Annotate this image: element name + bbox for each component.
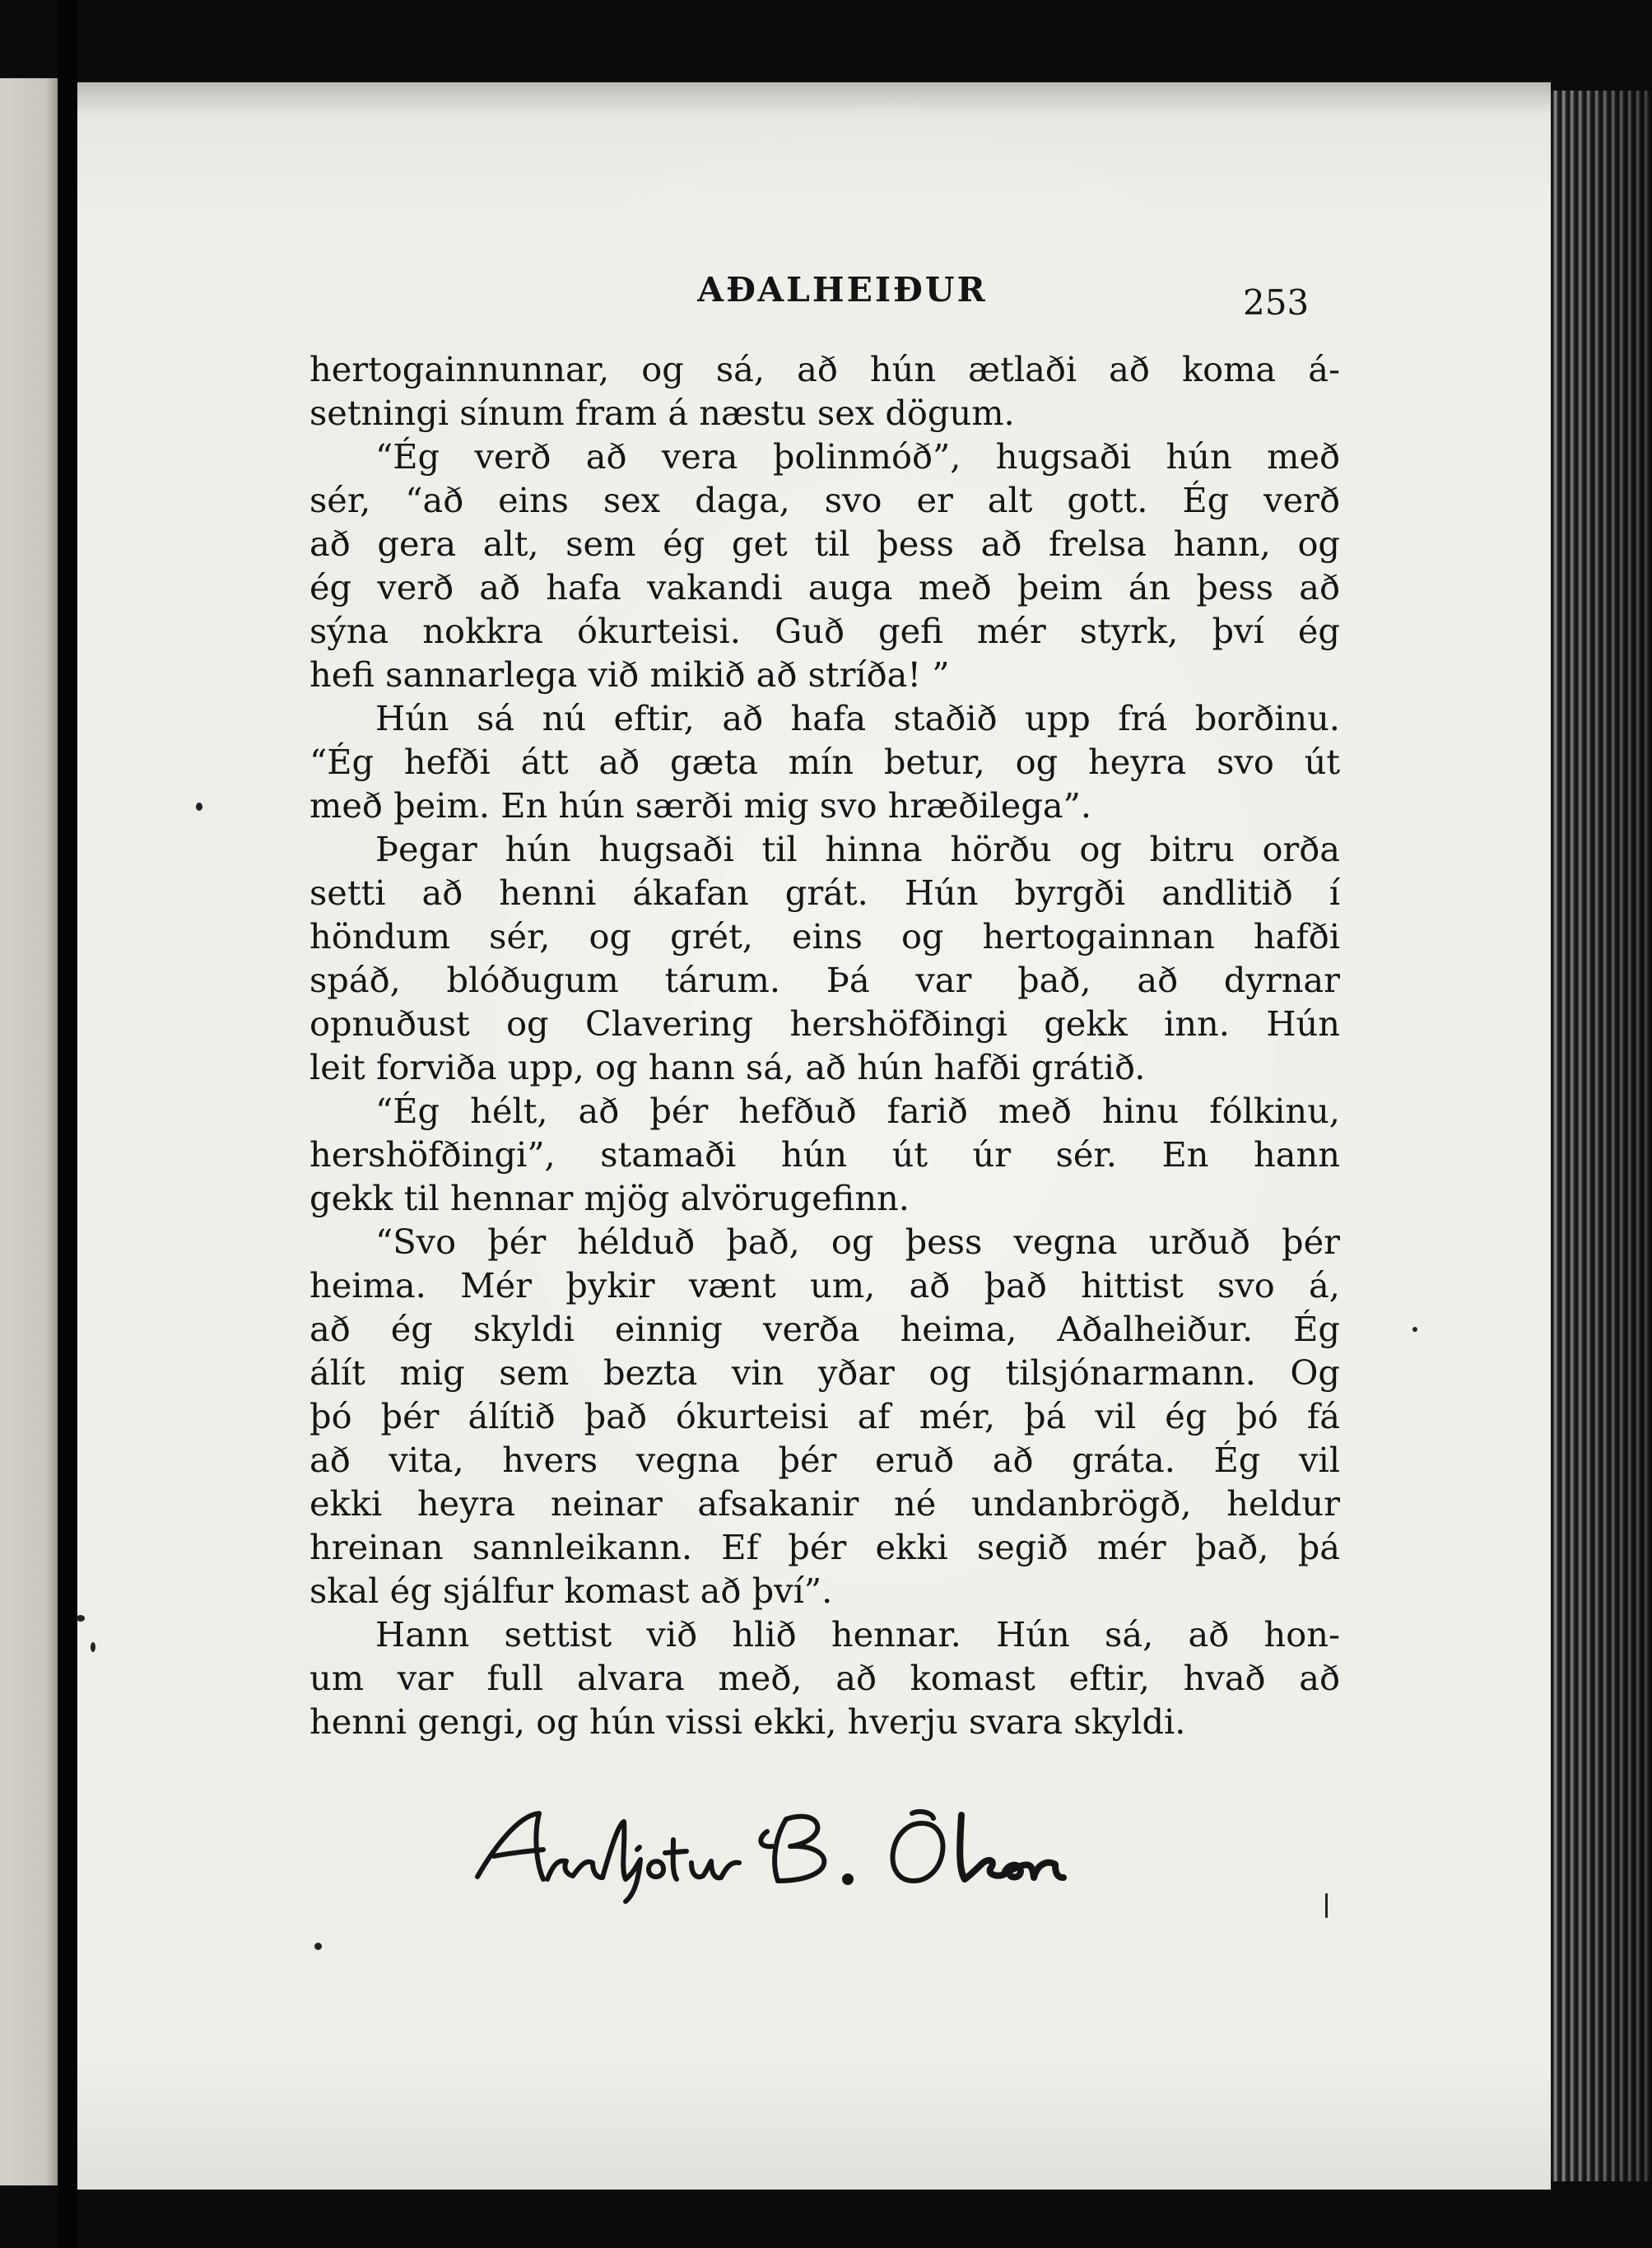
scan-speck [91, 1642, 95, 1652]
text-line: þó þér álítið það ókurteisi af mér, þá vil ég þó fá [309, 1396, 1340, 1436]
running-head: AÐALHEIÐUR [697, 270, 988, 310]
text-line: ekki heyra neinar afsakanir né undanbrögð, heldur [309, 1483, 1340, 1524]
text-line: hershöfðingi”, stamaði hún út úr sér. En hann [309, 1134, 1340, 1175]
text-line: álít mig sem bezta vin yðar og tilsjónarmann. Og [309, 1352, 1340, 1393]
text-line: “Ég hélt, að þér hefðuð farið með hinu fólkinu, [375, 1091, 1340, 1131]
text-line: að vita, hvers vegna þér eruð að gráta. Ég vil [309, 1440, 1340, 1480]
page-edge-shade [1551, 91, 1652, 2181]
facing-page-edge [0, 78, 58, 2185]
text-line: ég verð að hafa vakandi auga með þeim án þess að [309, 567, 1340, 607]
handwritten-signature [461, 1799, 1087, 1910]
signature-image [461, 1799, 1087, 1906]
text-line: sér, “að eins sex daga, svo er alt gott. Ég verð [309, 480, 1340, 520]
text-line: hreinan sannleikann. Ef þér ekki segið mér það, þá [309, 1527, 1340, 1567]
text-line: um var full alvara með, að komast eftir, hvað að [309, 1658, 1340, 1698]
text-line: “Ég hefði átt að gæta mín betur, og heyra svo út [309, 742, 1340, 782]
text-line: Hún sá nú eftir, að hafa staðið upp frá borðinu. [375, 698, 1340, 738]
text-line: skal ég sjálfur komast að því”. [309, 1571, 833, 1611]
text-line: leit forviða upp, og hann sá, að hún hafði grátið. [309, 1047, 1146, 1087]
text-line: sýna nokkra ókurteisi. Guð gefi mér styrk, því ég [309, 611, 1340, 651]
text-line: spáð, blóðugum tárum. Þá var það, að dyrnar [309, 960, 1340, 1000]
text-line: með þeim. En hún særði mig svo hræðilega”. [309, 785, 1092, 826]
page-number: 253 [1243, 282, 1310, 323]
text-line: heima. Mér þykir vænt um, að það hittist svo á, [309, 1265, 1340, 1306]
text-line: henni gengi, og hún vissi ekki, hverju svara skyldi. [309, 1701, 1186, 1742]
book-gutter [58, 0, 77, 2248]
scan-speck [1412, 1327, 1417, 1332]
text-line: opnuðust og Clavering hershöfðingi gekk inn. Hún [309, 1003, 1340, 1044]
scan-speck [196, 803, 202, 811]
body-text [309, 347, 1340, 1743]
text-line: setningi sínum fram á næstu sex dögum. [309, 393, 1015, 433]
text-line: að gera alt, sem ég get til þess að frelsa hann, og [309, 524, 1340, 564]
page-top-shadow [77, 82, 1551, 115]
text-line: hertogainnunnar, og sá, að hún ætlaði að koma á- [309, 349, 1340, 389]
scan-speck [1325, 1893, 1328, 1918]
scan-speck [314, 1943, 322, 1950]
text-line: setti að henni ákafan grát. Hún byrgði andlitið í [309, 873, 1340, 913]
text-line: “Svo þér hélduð það, og þess vegna urðuð þér [375, 1222, 1340, 1262]
text-line: “Ég verð að vera þolinmóð”, hugsaði hún með [375, 436, 1340, 477]
text-line: Hann settist við hlið hennar. Hún sá, að hon- [375, 1614, 1340, 1655]
text-line: gekk til hennar mjög alvörugefinn. [309, 1178, 910, 1218]
text-line: að ég skyldi einnig verða heima, Aðalheiður. Ég [309, 1309, 1340, 1349]
text-line: höndum sér, og grét, eins og hertogainnan hafði [309, 916, 1340, 956]
scan-speck [77, 1615, 85, 1622]
text-line: Þegar hún hugsaði til hinna hörðu og bitru orða [375, 829, 1340, 869]
text-line: hefi sannarlega við mikið að stríða! ” [309, 654, 950, 695]
